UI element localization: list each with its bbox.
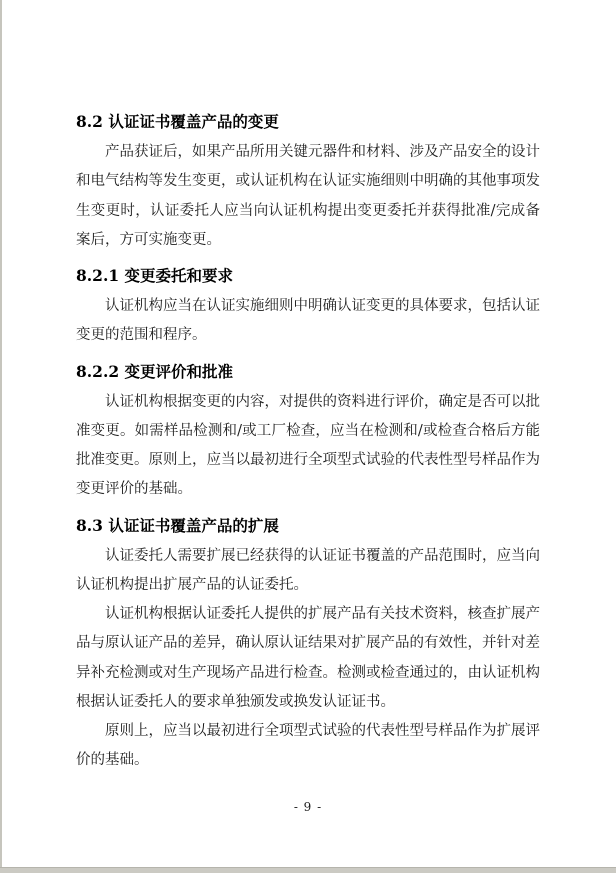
page-content	[76, 101, 540, 815]
page-bottom-edge	[0, 867, 616, 873]
paragraph-8-2-body: 产品获证后，如果产品所用关键元器件和材料、涉及产品安全的设计和电气结构等发生变更，或认证机构在认证实施细则中明确的其他事项发生变更时，认证委托人应当向认证机构提出变更委托并获得批准/完成备案后，方可实施变更。	[76, 144, 540, 248]
heading-8-2: 8.2 认证证书覆盖产品的变更	[76, 112, 279, 131]
paragraph-8-3-intro: 认证委托人需要扩展已经获得的认证证书覆盖的产品范围时，应当向认证机构提出扩展产品的认证委托。	[76, 547, 540, 594]
paragraph-8-2-1-body: 认证机构应当在认证实施细则中明确认证变更的具体要求，包括认证变更的范围和程序。	[76, 298, 540, 344]
paragraph-8-2-2-body: 认证机构根据变更的内容，对提供的资料进行评价，确定是否可以批准变更。如需样品检测和/或工厂检查，应当在检测和/或检查合格后方能批准变更。原则上，应当以最初进行全项型式试验的代表性型号样品作为变更评价的基础。	[76, 393, 540, 498]
heading-8-2-1: 8.2.1 变更委托和要求	[76, 266, 234, 286]
paragraph-8-3-principle: 原则上，应当以最初进行全项型式试验的代表性型号样品作为扩展评价的基础。	[76, 723, 540, 769]
page-left-edge	[0, 0, 2, 873]
heading-8-2-2: 8.2.2 变更评价和批准	[76, 361, 234, 381]
paragraph-8-3-process: 认证机构根据认证委托人提供的扩展产品有关技术资料，核查扩展产品与原认证产品的差异，确认原认证结果对扩展产品的有效性，并针对差异补充检测或对生产现场产品进行检查。检测或检查通过的，由认证机构根据认证委托人的要求单独颁发或换发认证证书。	[76, 606, 540, 710]
page-number: - 9 -	[293, 800, 323, 815]
heading-8-3: 8.3 认证证书覆盖产品的扩展	[76, 515, 279, 535]
